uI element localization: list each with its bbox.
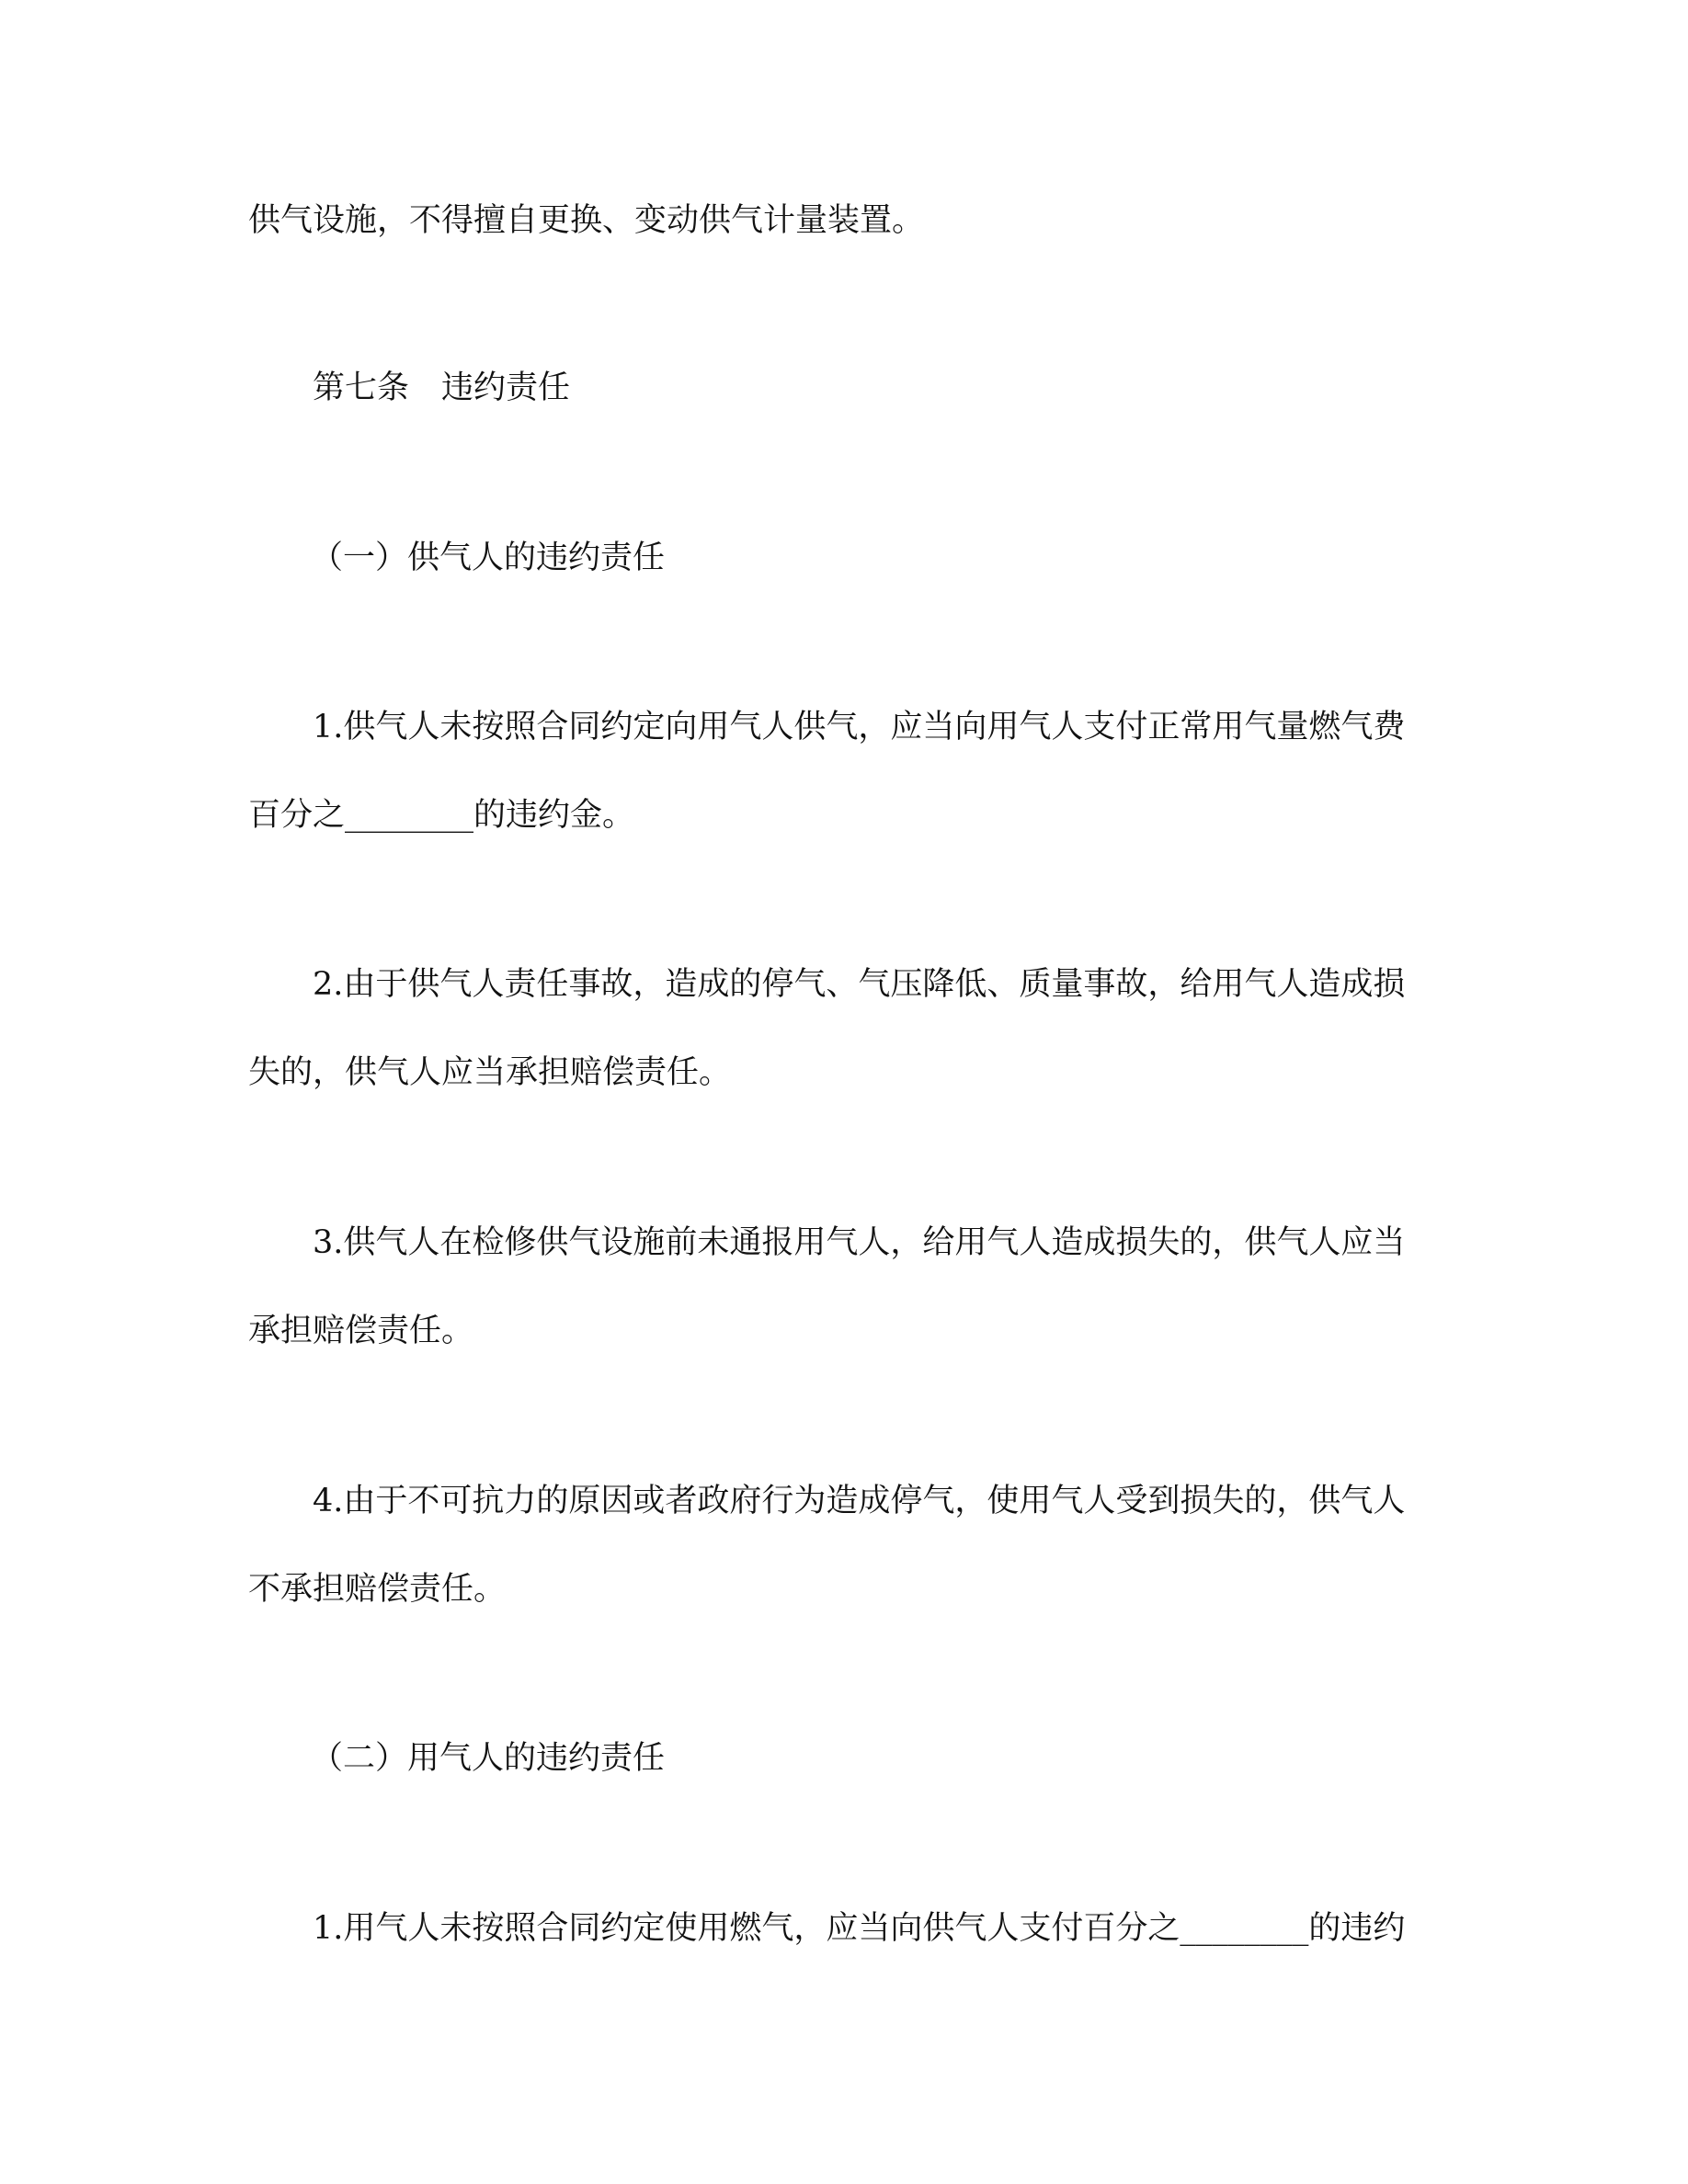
section-heading-supplier: （一）供气人的违约责任 xyxy=(311,540,666,576)
clause-1-line-1: 1.供气人未按照合同约定向用气人供气，应当向用气人支付正常用气量燃气费 xyxy=(313,709,1406,745)
clause-4-line-2: 不承担赔偿责任。 xyxy=(248,1571,507,1608)
article-heading: 第七条 违约责任 xyxy=(313,370,571,406)
clause-4-line-1: 4.由于不可抗力的原因或者政府行为造成停气，使用气人受到损失的，供气人 xyxy=(313,1483,1406,1519)
text-line-continuation: 供气设施，不得擅自更换、变动供气计量装置。 xyxy=(248,202,925,239)
clause-1-line-2: 百分之________的违约金。 xyxy=(248,797,635,834)
clause-3-line-2: 承担赔偿责任。 xyxy=(248,1313,474,1349)
clause-2-line-2: 失的，供气人应当承担赔偿责任。 xyxy=(248,1054,732,1091)
clause-2-line-1: 2.由于供气人责任事故，造成的停气、气压降低、质量事故，给用气人造成损 xyxy=(313,966,1406,1003)
user-clause-1-line-1: 1.用气人未按照合同约定使用燃气，应当向供气人支付百分之________的违约 xyxy=(313,1910,1406,1947)
section-heading-user: （二）用气人的违约责任 xyxy=(311,1740,666,1777)
clause-3-line-1: 3.供气人在检修供气设施前未通报用气人，给用气人造成损失的，供气人应当 xyxy=(313,1224,1406,1261)
